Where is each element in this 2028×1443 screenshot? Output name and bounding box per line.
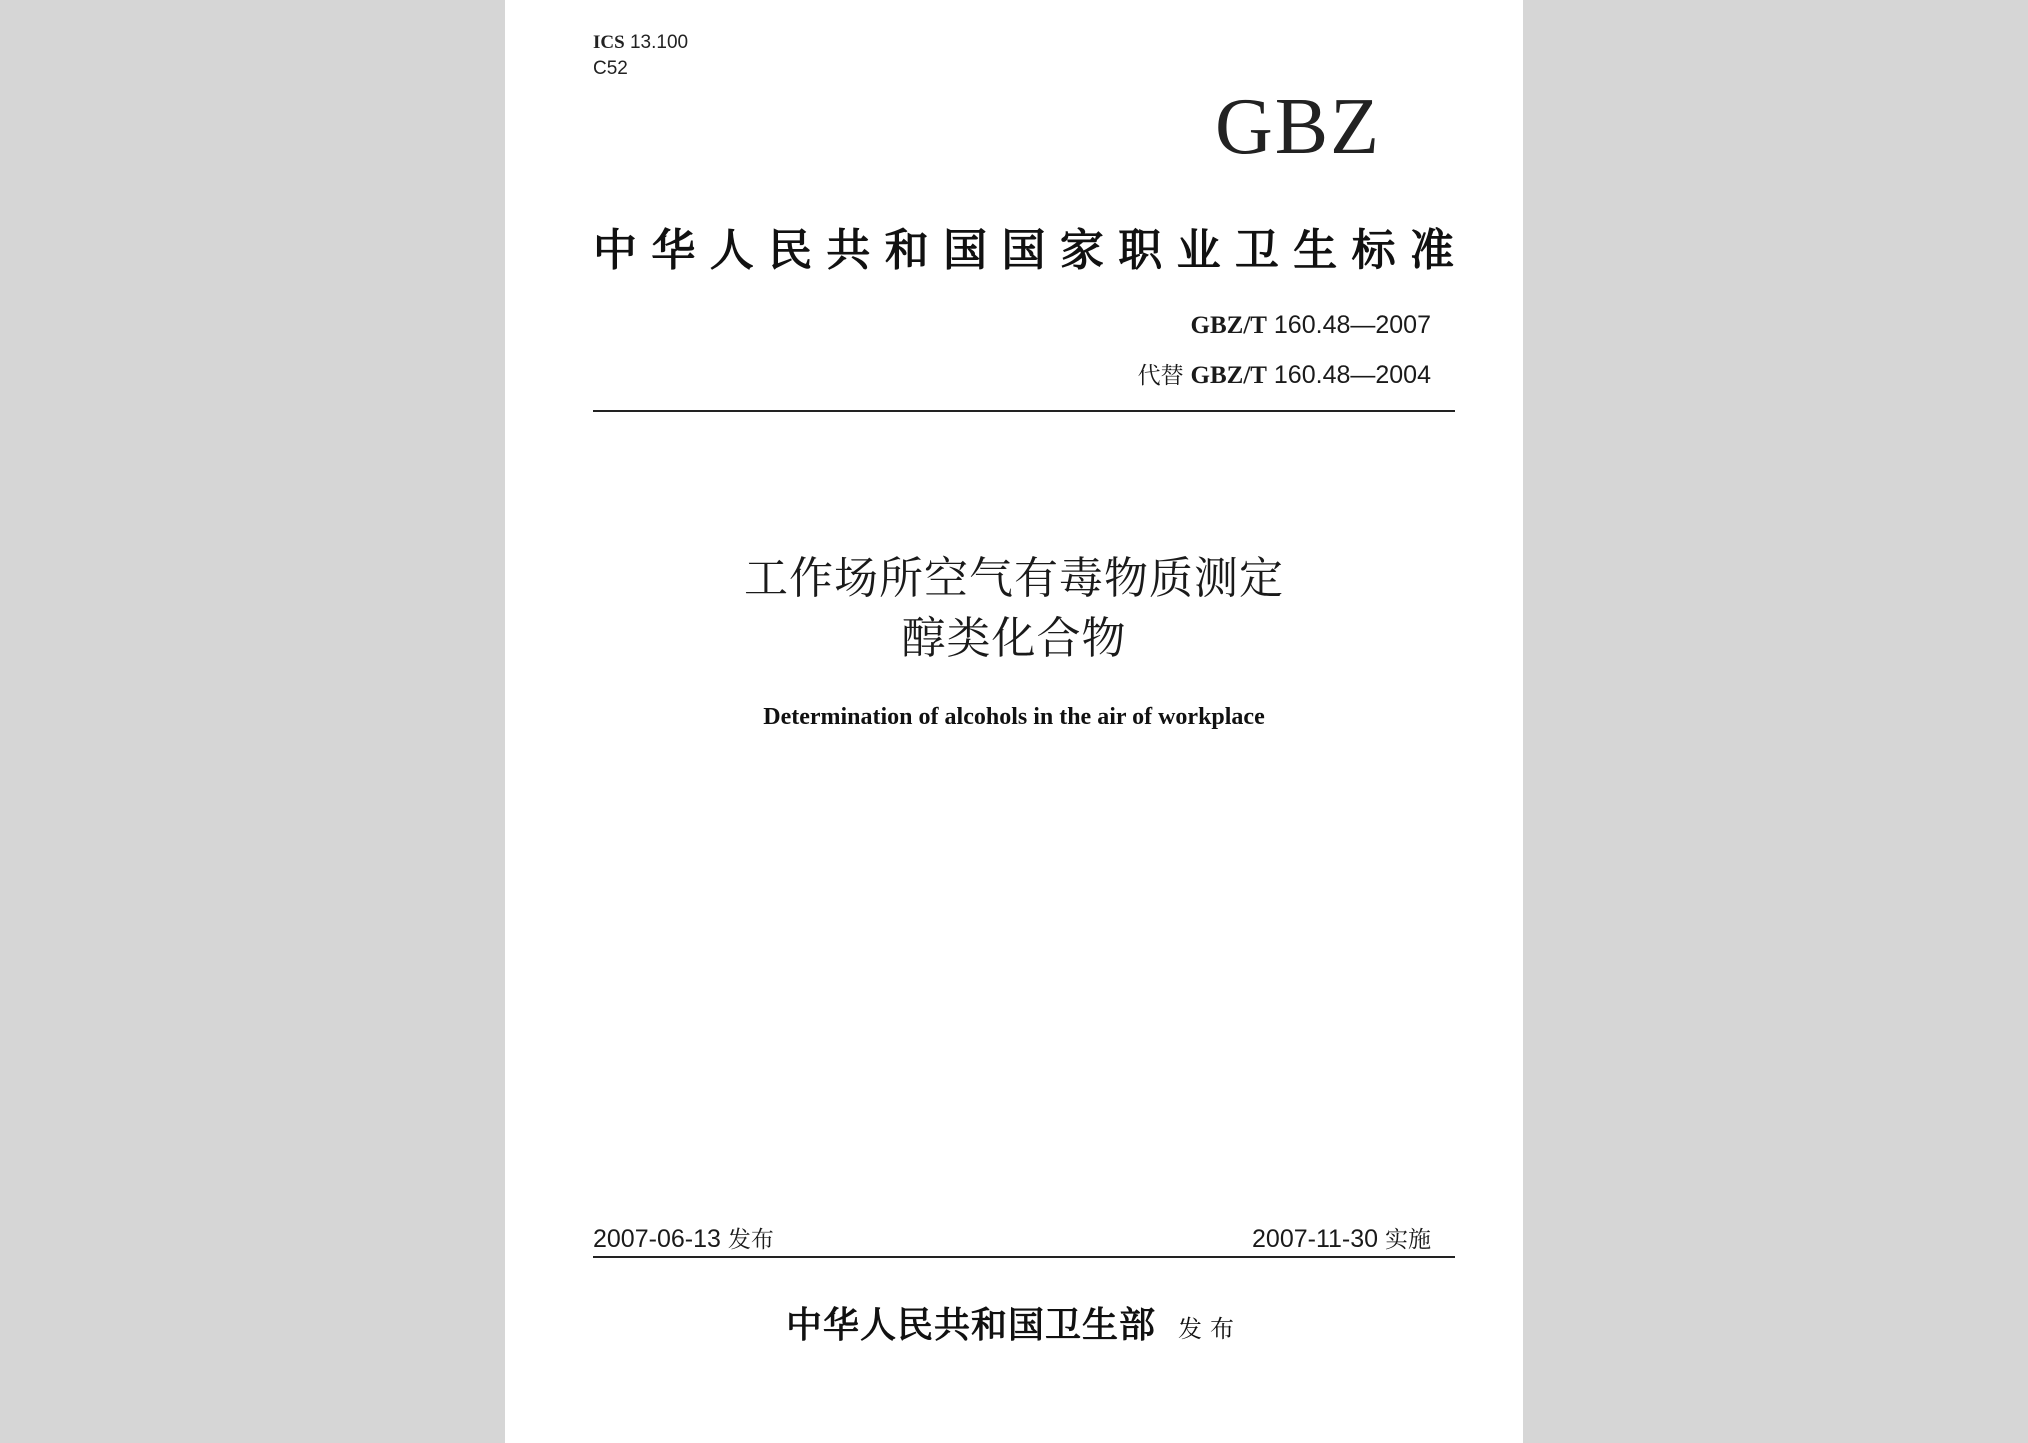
bottom-divider xyxy=(593,1256,1455,1258)
standard-code xyxy=(1191,308,1431,343)
document-title-line-2: 醇类化合物 xyxy=(901,613,1127,664)
publisher xyxy=(505,1302,1523,1352)
ccs-code: C52 xyxy=(593,58,628,79)
document-page xyxy=(505,0,1523,1443)
standard-code-prefix: GBZ/T xyxy=(1190,312,1267,339)
publisher-suffix: 发布 xyxy=(1178,1315,1242,1343)
replaced-standard-code xyxy=(1138,358,1431,393)
national-standard-title: 中华人民共和国国家职业卫生标准 xyxy=(593,225,1455,276)
issue-date-label: 发布 xyxy=(727,1227,774,1253)
document-title-line-1: 工作场所空气有毒物质测定 xyxy=(744,553,1284,604)
implementation-date xyxy=(1252,1222,1431,1257)
implementation-date-label: 实施 xyxy=(1385,1227,1431,1253)
replace-code-number: 160.48—2004 xyxy=(1273,361,1431,389)
ics-line xyxy=(593,30,688,56)
english-title: Determination of alcohols in the air of workplace xyxy=(763,704,1265,730)
classification-block xyxy=(593,30,688,82)
publisher-name: 中华人民共和国卫生部 xyxy=(785,1304,1156,1346)
ics-label: ICS xyxy=(593,32,625,53)
implementation-date-value: 2007-11-30 xyxy=(1252,1225,1379,1253)
ics-value: 13.100 xyxy=(629,32,689,53)
standard-code-number: 160.48—2007 xyxy=(1273,311,1431,339)
issue-date xyxy=(593,1222,774,1257)
replace-label: 代替 xyxy=(1137,363,1184,389)
issue-date-value: 2007-06-13 xyxy=(593,1225,721,1253)
replace-code-prefix: GBZ/T xyxy=(1190,362,1267,389)
standard-mark-logo: GBZ xyxy=(1215,83,1381,171)
top-divider xyxy=(593,410,1455,412)
